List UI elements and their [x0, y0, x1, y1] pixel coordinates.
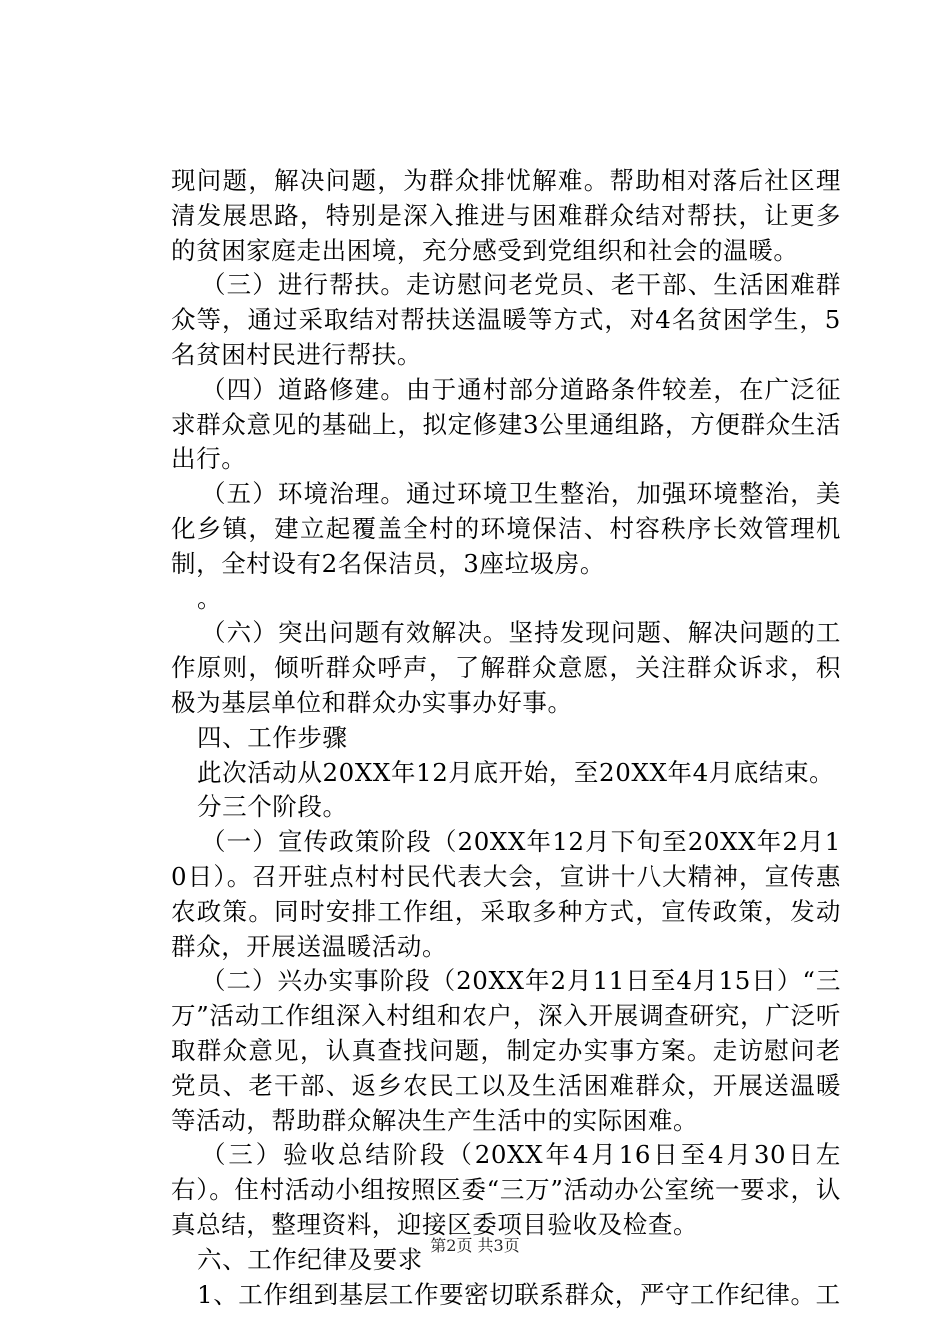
paragraph-intro-continued: 现问题，解决问题，为群众排忧解难。帮助相对落后社区理清发展思路，特别是深入推进与困难群众结对帮扶，让更多的贫困家庭走出困境，充分感受到党组织和社会的温暖。: [171, 166, 841, 265]
paragraph-activity-period: 此次活动从20XX年12月底开始，至20XX年4月底结束。: [197, 757, 835, 787]
paragraph-assistance: （三）进行帮扶。走访慰问老党员、老干部、生活困难群众等，通过采取结对帮扶送温暖等方式，对4名贫困学生，5名贫困村民进行帮扶。: [171, 270, 841, 369]
paragraph-road-construction: （四）道路修建。由于通村部分道路条件较差，在广泛征求群众意见的基础上，拟定修建3公里通组路，方便群众生活出行。: [171, 374, 841, 474]
document-body: [171, 164, 841, 1312]
paragraph-environment: （五）环境治理。通过环境卫生整治，加强环境整治，美化乡镇，建立起覆盖全村的环境保洁、村容秩序长效管理机制，全村设有2名保洁员，3座垃圾房。: [171, 479, 841, 578]
paragraph-stage-two: （二）兴办实事阶段（20XX年2月11日至4月15日）“三万”活动工作组深入村组和农户，深入开展调查研究，广泛听取群众意见，认真查找问题，制定办实事方案。走访慰问老党员、老干部、返乡农民工以及生活困难群众，开展送温暖等活动，帮助群众解决生产生活中的实际困难。: [171, 966, 841, 1135]
paragraph-stage-three: （三）验收总结阶段（20XX年4月16日至4月30日左右）。住村活动小组按照区委“三万”活动办公室统一要求，认真总结，整理资料，迎接区委项目验收及检查。: [171, 1140, 841, 1239]
paragraph-stage-one: （一）宣传政策阶段（20XX年12月下旬至20XX年2月10日）。召开驻点村村民代表大会，宣讲十八大精神，宣传惠农政策。同时安排工作组，采取多种方式，宣传政策，发动群众，开展送温暖活动。: [171, 827, 841, 961]
page-footer: 第2页 共3页: [430, 1236, 520, 1255]
heading-work-steps: 四、工作步骤: [197, 722, 348, 752]
paragraph-problem-solving: （六）突出问题有效解决。坚持发现问题、解决问题的工作原则，倾听群众呼声，了解群众意愿，关注群众诉求，积极为基层单位和群众办实事办好事。: [171, 618, 841, 717]
heading-discipline: 六、工作纪律及要求: [197, 1244, 423, 1274]
paragraph-discipline-item-1: 1、工作组到基层工作要密切联系群众，严守工作纪律。工: [197, 1279, 841, 1309]
paragraph-period: 。: [197, 583, 223, 613]
paragraph-three-stages: 分三个阶段。: [197, 792, 348, 822]
